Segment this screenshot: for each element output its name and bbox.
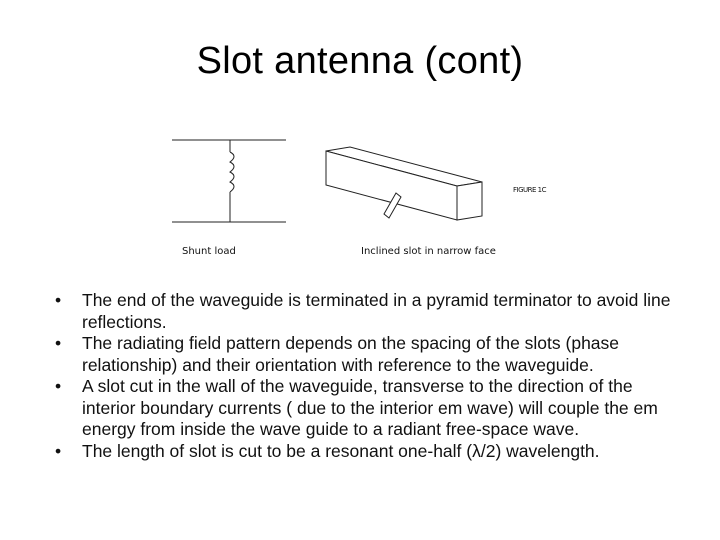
inclined-slot-caption: Inclined slot in narrow face [361,246,496,257]
waveguide-box [326,147,482,220]
bullet-marker: • [55,333,62,353]
bullet-item [55,290,685,333]
bullet-text: A slot cut in the wall of the waveguide, transverse to the direction of the interior boundary currents ( due to the interior em wave) will couple the em energy from inside the wave guide to a radiant free-space wave. [82,376,658,439]
antenna-figure [160,125,560,270]
shunt-load-caption: Shunt load [182,246,236,257]
bullet-marker: • [55,290,62,310]
bullet-text: The end of the waveguide is terminated in a pyramid terminator to avoid line reflections. [82,290,671,332]
inductor-coil [230,152,234,192]
bullet-item [55,376,685,441]
bullet-text: The length of slot is cut to be a resonant one-half (λ/2) wavelength. [82,440,600,461]
waveguide-end-face [457,182,482,220]
bullet-marker: • [55,440,62,461]
slide-title: Slot antenna (cont) [196,40,524,82]
shunt-load-circuit [172,140,286,222]
bullet-marker: • [55,376,62,396]
bullet-text: The radiating field pattern depends on the spacing of the slots (phase relationship) and their orientation with reference to the waveguide. [82,333,620,375]
bullet-item [55,333,685,376]
bullet-item [55,441,685,463]
figure-label: FIGURE 1C [513,186,546,194]
bullet-list [55,290,685,462]
